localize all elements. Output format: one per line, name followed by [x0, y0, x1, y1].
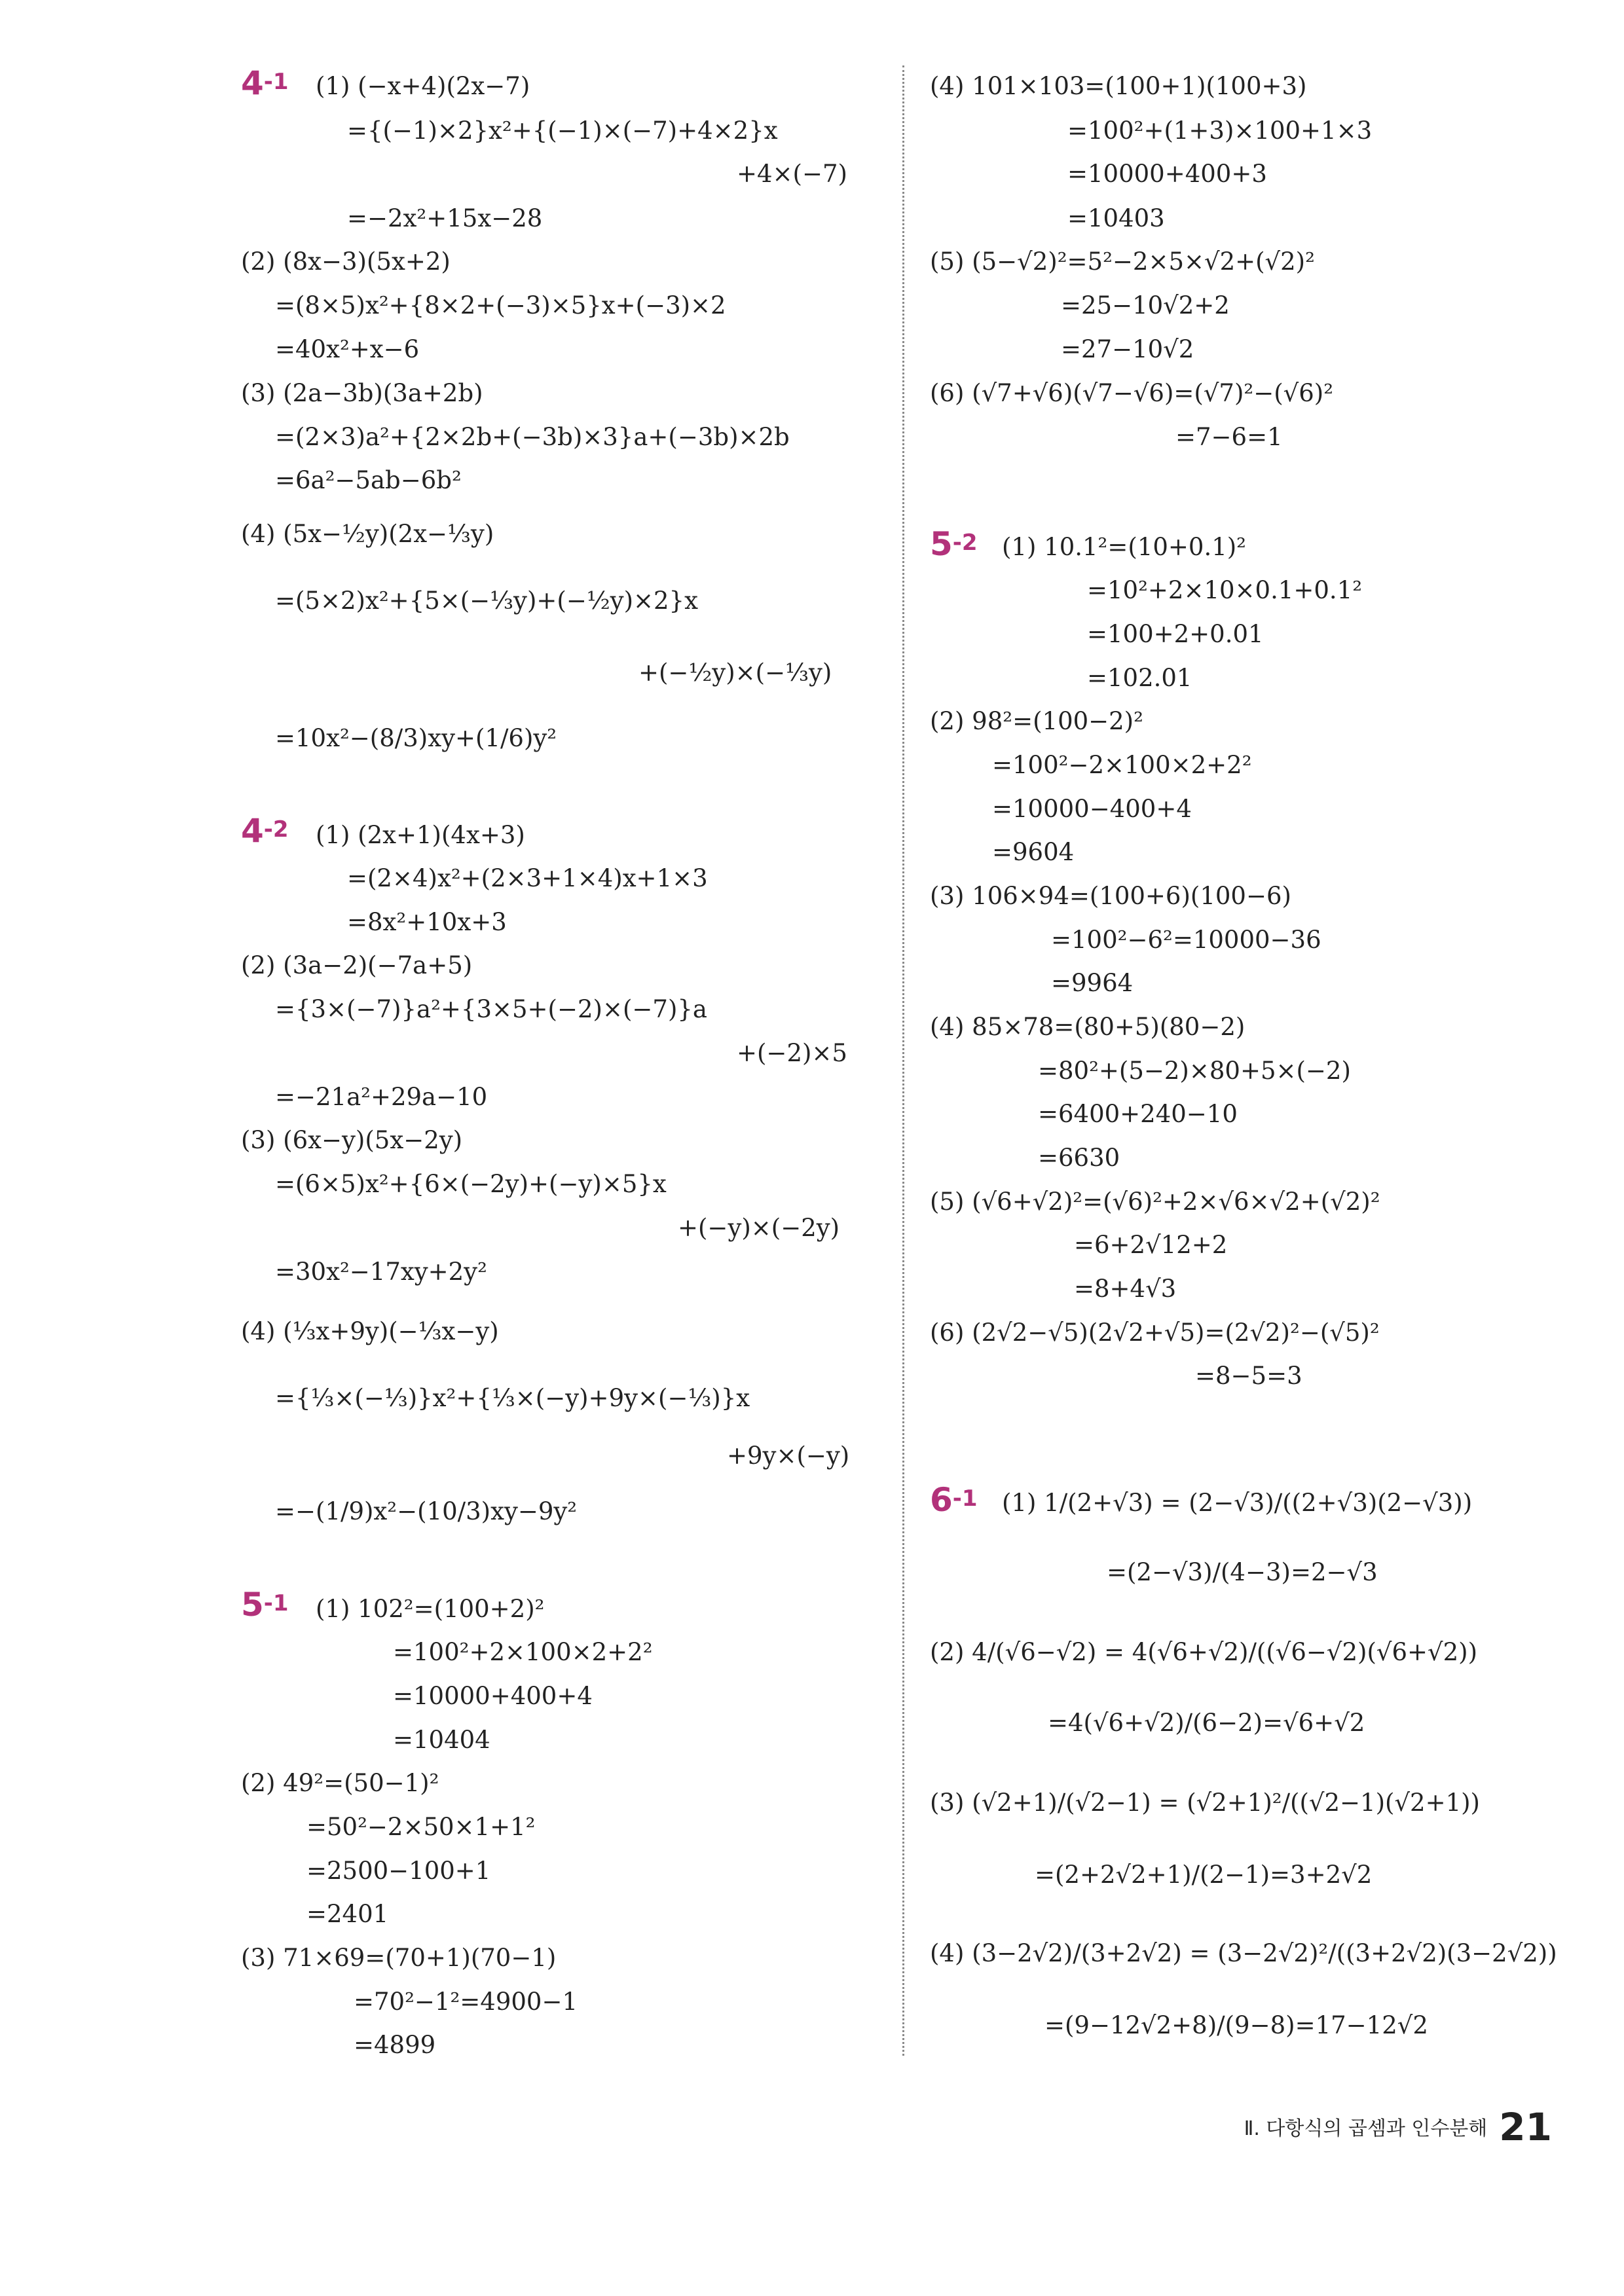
line-5-2-17: =6+2√12+2 [1074, 1231, 1228, 1259]
line-5-1-12: (4) 101×103=(100+1)(100+3) [930, 72, 1307, 100]
line-4-1-1: (1) (−x+4)(2x−7) [316, 72, 530, 100]
line-4-2-10: +(−y)×(−2y) [678, 1214, 840, 1242]
line-5-1-4: =10404 [393, 1726, 490, 1754]
line-5-2-9: (3) 106×94=(100+6)(100−6) [930, 882, 1291, 910]
line-5-1-16: (5) (5−√2)²=5²−2×5×√2+(√2)² [930, 247, 1315, 276]
line-6-1-7: (4) (3−2√2)/(3+2√2) = (3−2√2)²/((3+2√2)(3−2√2)) [930, 1939, 1557, 1967]
chapter-title: Ⅱ. 다항식의 곱셈과 인수분해 [1244, 2117, 1488, 2140]
line-5-1-19: (6) (√7+√6)(√7−√6)=(√7)²−(√6)² [930, 379, 1334, 407]
section-label-4-2: 4-2 [241, 812, 289, 850]
line-5-1-3: =10000+400+4 [393, 1682, 593, 1710]
line-5-2-19: (6) (2√2−√5)(2√2+√5)=(2√2)²−(√5)² [930, 1319, 1380, 1347]
line-5-1-7: =2500−100+1 [306, 1857, 491, 1885]
line-4-1-3: +4×(−7) [737, 160, 847, 188]
line-4-2-5: ={3×(−7)}a²+{3×5+(−2)×(−7)}a [275, 995, 707, 1023]
line-4-1-11: (4) (5x−½y)(2x−⅓y) [241, 520, 494, 548]
line-5-1-2: =100²+2×100×2+2² [393, 1638, 653, 1666]
line-4-1-4: =−2x²+15x−28 [347, 204, 543, 232]
line-4-2-11: =30x²−17xy+2y² [275, 1258, 487, 1286]
line-4-1-13: +(−½y)×(−⅓y) [638, 659, 832, 687]
line-5-2-6: =100²−2×100×2+2² [992, 751, 1252, 779]
column-divider [902, 65, 904, 2056]
section-label-5-1: 5-1 [241, 1586, 289, 1624]
line-5-2-8: =9604 [992, 838, 1075, 866]
line-5-2-15: =6630 [1038, 1144, 1120, 1172]
line-5-1-20: =7−6=1 [1175, 423, 1283, 451]
line-4-2-9: =(6×5)x²+{6×(−2y)+(−y)×5}x [275, 1170, 667, 1198]
line-4-1-9: =(2×3)a²+{2×2b+(−3b)×3}a+(−3b)×2b [275, 423, 790, 451]
line-5-2-10: =100²−6²=10000−36 [1051, 926, 1321, 954]
line-4-2-14: +9y×(−y) [727, 1442, 850, 1470]
line-5-2-3: =100+2+0.01 [1087, 620, 1264, 648]
line-6-1-5: (3) (√2+1)/(√2−1) = (√2+1)²/((√2−1)(√2+1)) [930, 1789, 1480, 1817]
line-4-1-7: =40x²+x−6 [275, 335, 420, 363]
line-6-1-3: (2) 4/(√6−√2) = 4(√6+√2)/((√6−√2)(√6+√2)) [930, 1638, 1478, 1666]
page-footer [1244, 2105, 1552, 2149]
line-5-1-14: =10000+400+3 [1067, 160, 1267, 188]
line-5-1-1: (1) 102²=(100+2)² [316, 1595, 545, 1623]
line-6-1-8: =(9−12√2+8)/(9−8)=17−12√2 [1044, 2011, 1428, 2039]
line-5-1-6: =50²−2×50×1+1² [306, 1813, 536, 1841]
line-5-1-8: =2401 [306, 1900, 389, 1928]
line-5-2-16: (5) (√6+√2)²=(√6)²+2×√6×√2+(√2)² [930, 1188, 1380, 1216]
line-5-1-18: =27−10√2 [1061, 335, 1194, 363]
line-4-1-14: =10x²−(8/3)xy+(1/6)y² [275, 724, 557, 752]
line-4-2-4: (2) (3a−2)(−7a+5) [241, 951, 473, 979]
line-6-1-6: =(2+2√2+1)/(2−1)=3+2√2 [1035, 1861, 1373, 1889]
line-4-2-1: (1) (2x+1)(4x+3) [316, 821, 525, 849]
line-5-2-4: =102.01 [1087, 664, 1192, 692]
line-5-2-12: (4) 85×78=(80+5)(80−2) [930, 1013, 1246, 1041]
line-6-1-1: (1) 1/(2+√3) = (2−√3)/((2+√3)(2−√3)) [1002, 1489, 1473, 1517]
line-5-1-13: =100²+(1+3)×100+1×3 [1067, 117, 1373, 145]
line-4-1-5: (2) (8x−3)(5x+2) [241, 247, 451, 276]
line-5-2-20: =8−5=3 [1195, 1362, 1302, 1390]
line-4-2-7: =−21a²+29a−10 [275, 1083, 488, 1111]
line-6-1-2: =(2−√3)/(4−3)=2−√3 [1107, 1558, 1378, 1586]
line-4-1-2: ={(−1)×2}x²+{(−1)×(−7)+4×2}x [347, 117, 778, 145]
line-5-1-5: (2) 49²=(50−1)² [241, 1769, 439, 1797]
line-5-2-14: =6400+240−10 [1038, 1100, 1238, 1128]
section-label-5-2: 5-2 [930, 525, 978, 563]
section-label-6-1: 6-1 [930, 1481, 978, 1519]
line-4-2-8: (3) (6x−y)(5x−2y) [241, 1126, 463, 1154]
line-6-1-4: =4(√6+√2)/(6−2)=√6+√2 [1048, 1709, 1365, 1737]
line-4-1-10: =6a²−5ab−6b² [275, 466, 462, 494]
line-5-1-9: (3) 71×69=(70+1)(70−1) [241, 1944, 557, 1972]
line-5-1-15: =10403 [1067, 204, 1165, 232]
line-5-1-11: =4899 [354, 2031, 436, 2059]
line-5-2-2: =10²+2×10×0.1+0.1² [1087, 576, 1363, 604]
line-5-2-11: =9964 [1051, 969, 1134, 997]
page-number: 21 [1499, 2105, 1552, 2149]
line-5-2-13: =80²+(5−2)×80+5×(−2) [1038, 1057, 1351, 1085]
line-4-2-6: +(−2)×5 [737, 1039, 847, 1067]
line-4-2-12: (4) (⅓x+9y)(−⅓x−y) [241, 1317, 499, 1345]
line-4-2-13: ={⅓×(−⅓)}x²+{⅓×(−y)+9y×(−⅓)}x [275, 1384, 750, 1412]
line-5-1-10: =70²−1²=4900−1 [354, 1988, 578, 2016]
line-5-1-17: =25−10√2+2 [1061, 291, 1230, 319]
line-4-2-3: =8x²+10x+3 [347, 908, 507, 936]
line-5-2-1: (1) 10.1²=(10+0.1)² [1002, 533, 1247, 561]
section-label-4-1: 4-1 [241, 64, 289, 102]
line-4-2-15: =−(1/9)x²−(10/3)xy−9y² [275, 1497, 578, 1525]
line-5-2-7: =10000−400+4 [992, 795, 1192, 823]
line-5-2-5: (2) 98²=(100−2)² [930, 707, 1143, 735]
line-4-2-2: =(2×4)x²+(2×3+1×4)x+1×3 [347, 864, 708, 892]
line-5-2-18: =8+4√3 [1074, 1275, 1177, 1303]
line-4-1-12: =(5×2)x²+{5×(−⅓y)+(−½y)×2}x [275, 587, 698, 615]
line-4-1-8: (3) (2a−3b)(3a+2b) [241, 379, 483, 407]
line-4-1-6: =(8×5)x²+{8×2+(−3)×5}x+(−3)×2 [275, 291, 726, 319]
